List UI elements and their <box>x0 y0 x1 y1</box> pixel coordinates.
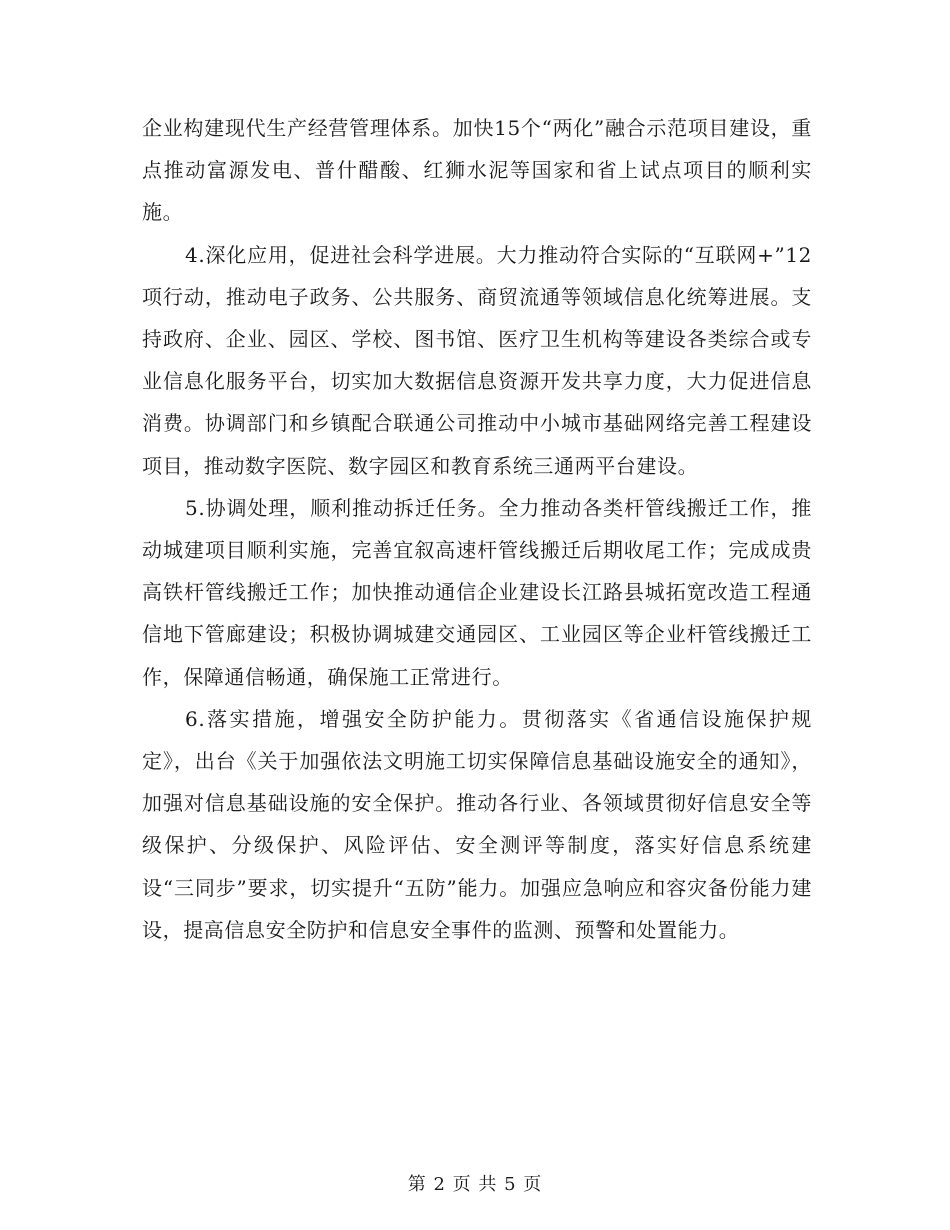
document-body <box>142 107 812 951</box>
page-footer <box>0 1170 950 1196</box>
paragraph-item-6: 6.落实措施，增强安全防护能力。贯彻落实《省通信设施保护规定》，出台《关于加强依法文明施工切实保障信息基础设施安全的通知》，加强对信息基础设施的安全保护。推动各行业、各领域贯彻好信息安全等级保护、分级保护、风险评估、安全测评等制度，落实好信息系统建设“三同步”要求，切实提升“五防”能力。加强应急响应和容灾备份能力建设，提高信息安全防护和信息安全事件的监测、预警和处置能力。 <box>142 706 812 942</box>
page-number: 第 2 页 共 5 页 <box>407 1174 543 1195</box>
paragraph-item-5: 5.协调处理，顺利推动拆迁任务。全力推动各类杆管线搬迁工作，推动城建项目顺利实施，完善宜叙高速杆管线搬迁后期收尾工作；完成成贵高铁杆管线搬迁工作；加快推动通信企业建设长江路县城拓宽改造工程通信地下管廊建设；积极协调城建交通园区、工业园区等企业杆管线搬迁工作，保障通信畅通，确保施工正常进行。 <box>142 495 812 689</box>
paragraph-continuation: 企业构建现代生产经营管理体系。加快15个“两化”融合示范项目建设，重点推动富源发电、普什醋酸、红狮水泥等国家和省上试点项目的顺利实施。 <box>142 116 812 225</box>
paragraph-item-4: 4.深化应用，促进社会科学进展。大力推动符合实际的“互联网+”12项行动，推动电子政务、公共服务、商贸流通等领域信息化统筹进展。支持政府、企业、园区、学校、图书馆、医疗卫生机构等建设各类综合或专业信息化服务平台，切实加大数据信息资源开发共享力度，大力促进信息消费。协调部门和乡镇配合联通公司推动中小城市基础网络完善工程建设项目，推动数字医院、数字园区和教育系统三通两平台建设。 <box>142 242 812 478</box>
